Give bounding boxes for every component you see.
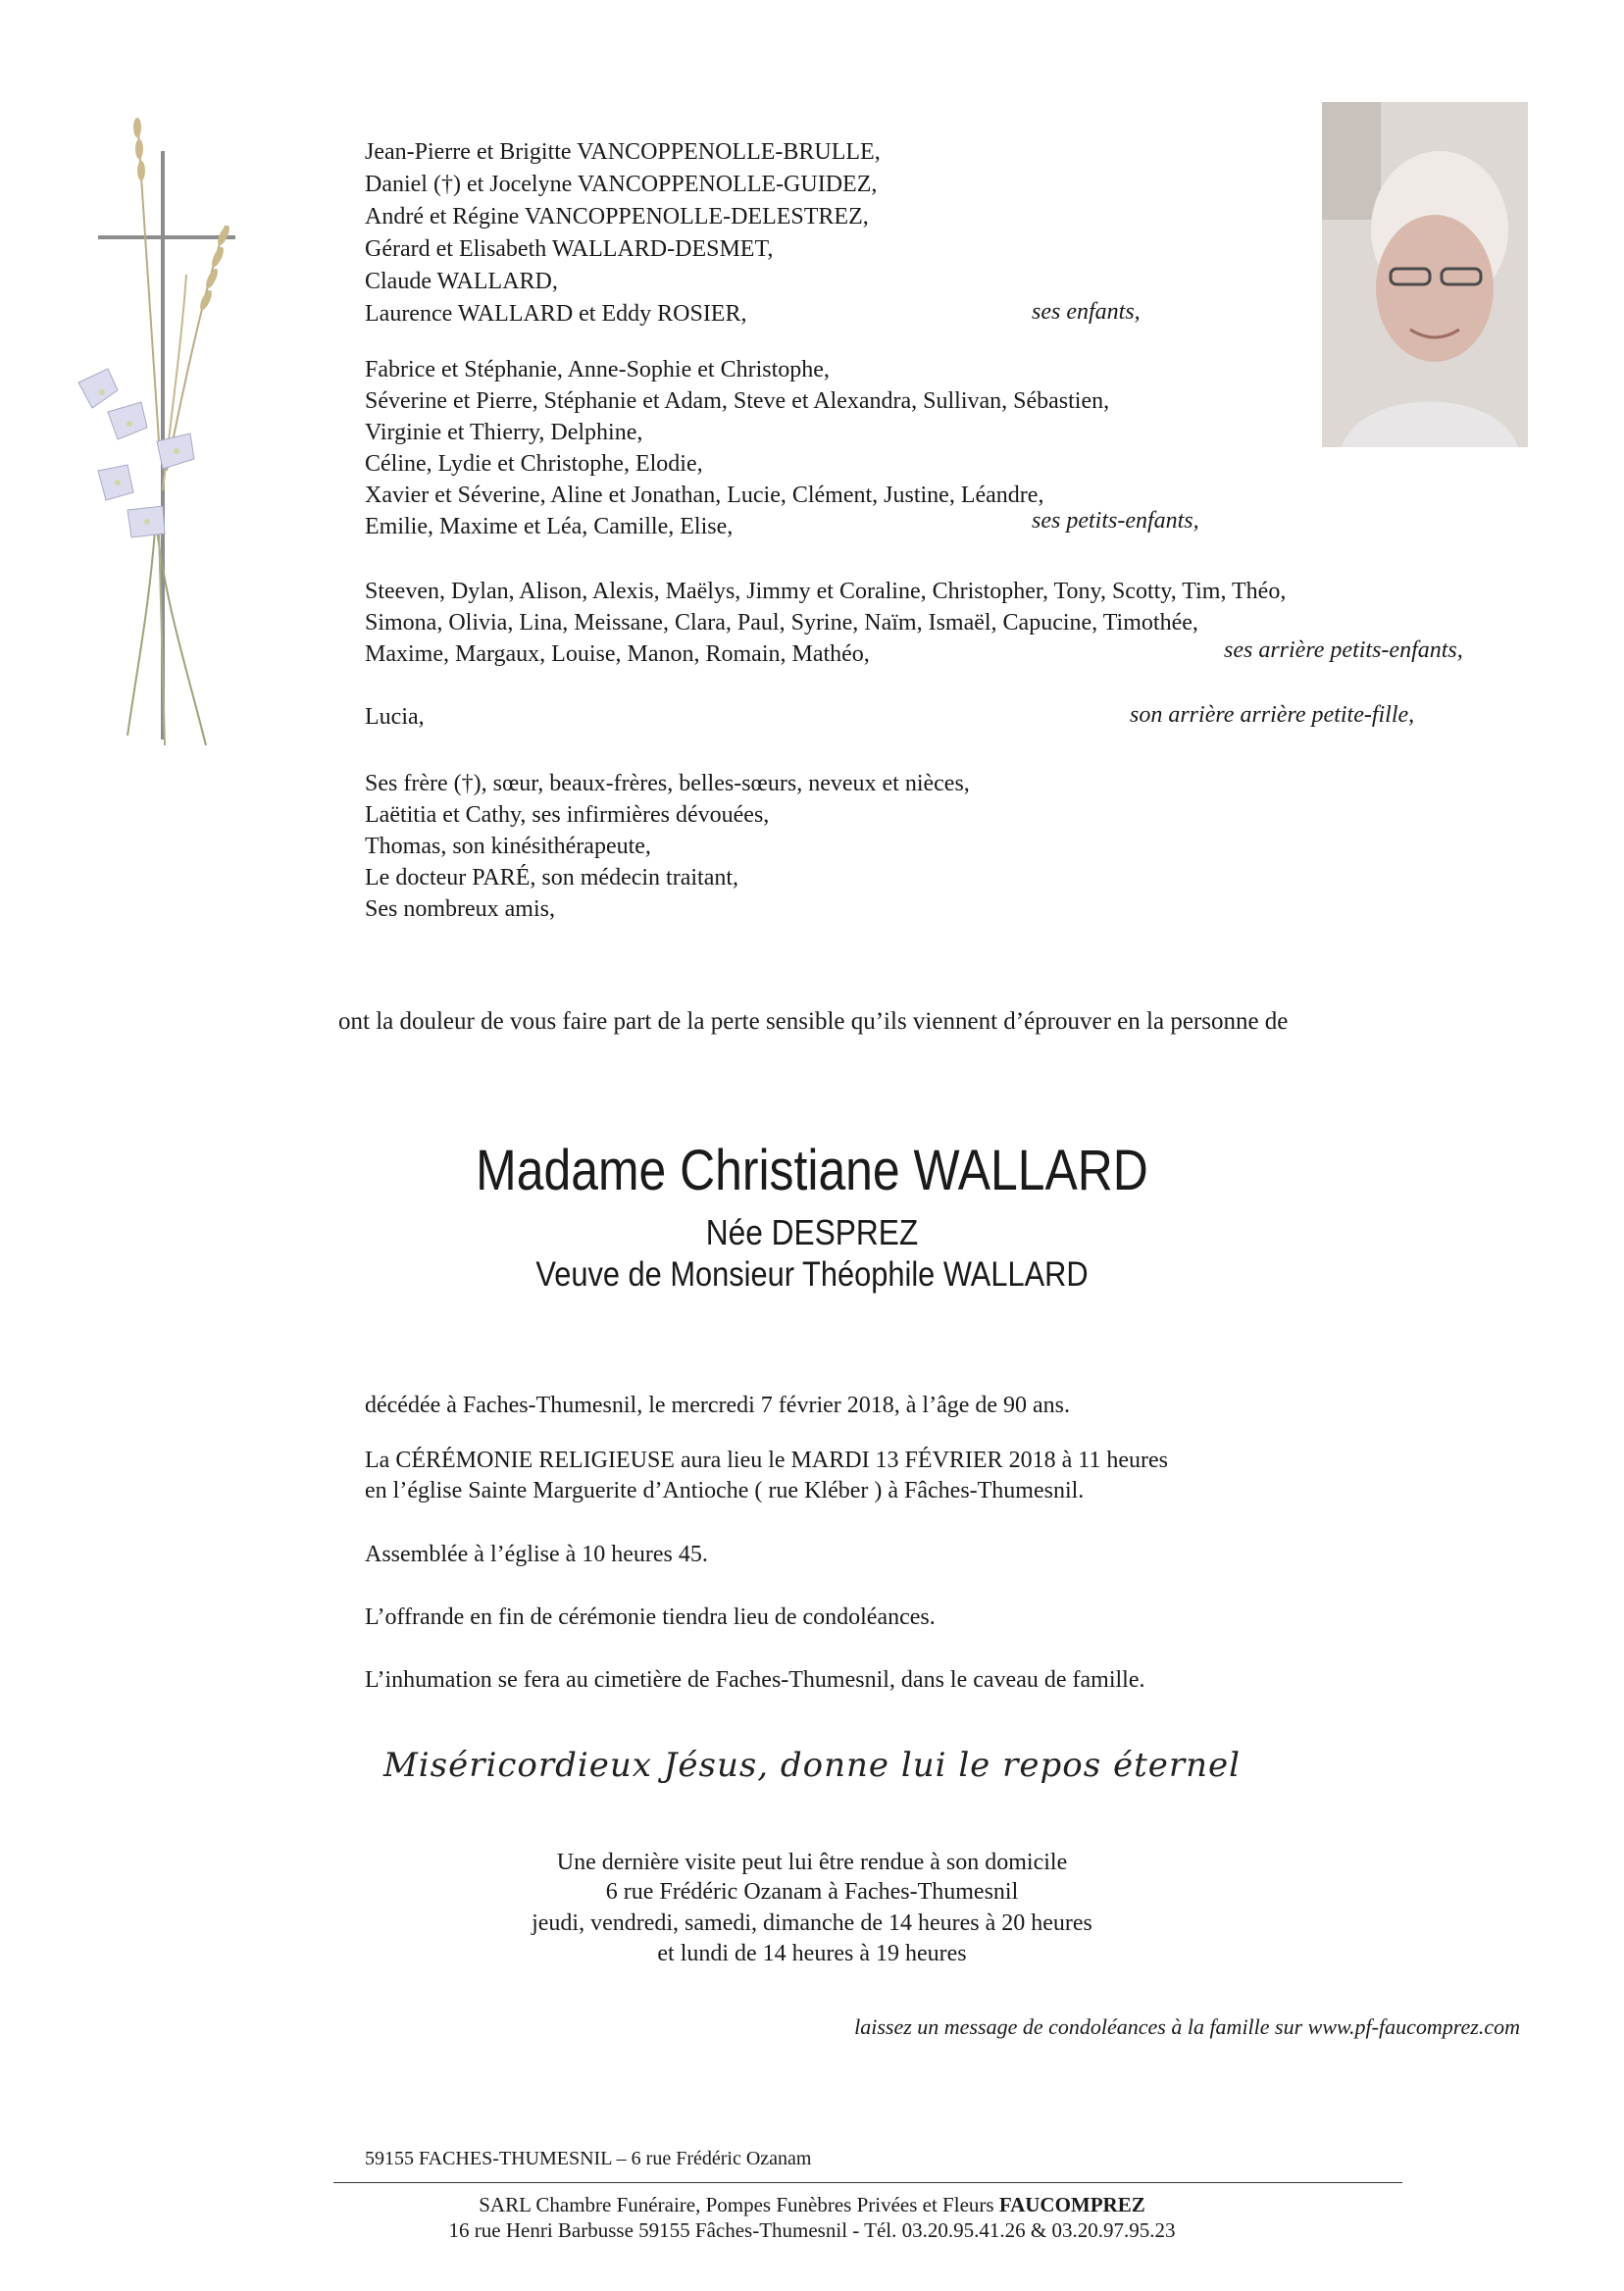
others-line: Ses frère (†), sœur, beaux-frères, belles-sœurs, neveux et nièces,	[365, 771, 970, 796]
grandchildren-line: Céline, Lydie et Christophe, Elodie,	[365, 451, 703, 477]
cross-flower-illustration	[39, 118, 275, 745]
deceased-name: Madame Christiane WALLARD	[476, 1139, 1148, 1202]
children-line: André et Régine VANCOPPENOLLE-DELESTREZ,	[365, 204, 869, 229]
visit-line: Une dernière visite peut lui être rendue à son domicile	[556, 1850, 1068, 1875]
visit-line: et lundi de 14 heures à 19 heures	[657, 1941, 967, 1966]
ceremony-line-1: La CÉRÉMONIE RELIGIEUSE aura lieu le MARDI 13 FÉVRIER 2018 à 11 heures	[365, 1448, 1168, 1473]
address-line: 59155 FACHES-THUMESNIL – 6 rue Frédéric Ozanam	[365, 2148, 812, 2169]
great-grandchildren-line: Steeven, Dylan, Alison, Alexis, Maëlys, Jimmy et Coraline, Christopher, Tony, Scotty, Tim, Théo,	[365, 579, 1287, 604]
children-role: ses enfants,	[1032, 299, 1141, 325]
offering-info: L’offrande en fin de cérémonie tiendra lieu de condoléances.	[365, 1604, 936, 1630]
footer-brand: FAUCOMPREZ	[998, 2193, 1145, 2216]
children-line: Daniel (†) et Jocelyne VANCOPPENOLLE-GUIDEZ,	[365, 172, 878, 197]
children-line: Laurence WALLARD et Eddy ROSIER,	[365, 301, 747, 327]
deceased-maiden-name: Née DESPREZ	[705, 1212, 919, 1252]
footer-company-line	[0, 2193, 1624, 2217]
visit-line: jeudi, vendredi, samedi, dimanche de 14 heures à 20 heures	[532, 1910, 1092, 1936]
grandchildren-line: Virginie et Thierry, Delphine,	[365, 420, 643, 445]
prayer-text: Miséricordieux Jésus, donne lui le repos éternel	[382, 1746, 1242, 1785]
children-line: Claude WALLARD,	[365, 269, 558, 294]
burial-info: L’inhumation se fera au cimetière de Faches-Thumesnil, dans le caveau de famille.	[365, 1667, 1145, 1693]
condolence-weblink[interactable]: laissez un message de condoléances à la famille sur www.pf-faucomprez.com	[854, 2014, 1520, 2039]
others-line: Le docteur PARÉ, son médecin traitant,	[365, 865, 739, 891]
grandchildren-line: Emilie, Maxime et Léa, Camille, Elise,	[365, 514, 734, 539]
grandchildren-line: Séverine et Pierre, Stéphanie et Adam, Steve et Alexandra, Sullivan, Sébastien,	[365, 388, 1110, 414]
children-line: Gérard et Elisabeth WALLARD-DESMET,	[365, 236, 774, 262]
grandchildren-line: Xavier et Séverine, Aline et Jonathan, Lucie, Clément, Justine, Léandre,	[365, 483, 1044, 508]
great-grandchildren-line: Simona, Olivia, Lina, Meissane, Clara, Paul, Syrine, Naïm, Ismaël, Capucine, Timothée,	[365, 610, 1198, 636]
others-line: Ses nombreux amis,	[365, 896, 555, 922]
footer-company-text: SARL Chambre Funéraire, Pompes Funèbres Privées et Fleurs	[479, 2193, 999, 2216]
announcement-text: ont la douleur de vous faire part de la perte sensible qu’ils viennent d’éprouver en la personne de	[338, 1008, 1289, 1035]
others-line: Thomas, son kinésithérapeute,	[365, 834, 651, 859]
death-info: décédée à Faches-Thumesnil, le mercredi 7 février 2018, à l’âge de 90 ans.	[365, 1393, 1071, 1418]
great-great-role: son arrière arrière petite-fille,	[1130, 702, 1415, 728]
ceremony-line-2: en l’église Sainte Marguerite d’Antioche ( rue Kléber ) à Fâches-Thumesnil.	[365, 1478, 1085, 1503]
deceased-widow-of: Veuve de Monsieur Théophile WALLARD	[535, 1255, 1089, 1294]
grandchildren-line: Fabrice et Stéphanie, Anne-Sophie et Christophe,	[365, 357, 830, 382]
others-line: Laëtitia et Cathy, ses infirmières dévouées,	[365, 802, 770, 828]
grandchildren-role: ses petits-enfants,	[1032, 508, 1199, 534]
deceased-photo	[1322, 102, 1528, 447]
great-grandchildren-role: ses arrière petits-enfants,	[1224, 637, 1463, 663]
footer-contact-line: 16 rue Henri Barbusse 59155 Fâches-Thumesnil - Tél. 03.20.95.41.26 & 03.20.97.95.23	[448, 2218, 1176, 2242]
children-line: Jean-Pierre et Brigitte VANCOPPENOLLE-BRULLE,	[365, 139, 881, 165]
visit-line: 6 rue Frédéric Ozanam à Faches-Thumesnil	[605, 1879, 1019, 1905]
assembly-info: Assemblée à l’église à 10 heures 45.	[365, 1542, 708, 1567]
great-grandchildren-line: Maxime, Margaux, Louise, Manon, Romain, Mathéo,	[365, 641, 870, 667]
great-great-name: Lucia,	[365, 704, 425, 730]
footer-divider	[333, 2182, 1402, 2183]
